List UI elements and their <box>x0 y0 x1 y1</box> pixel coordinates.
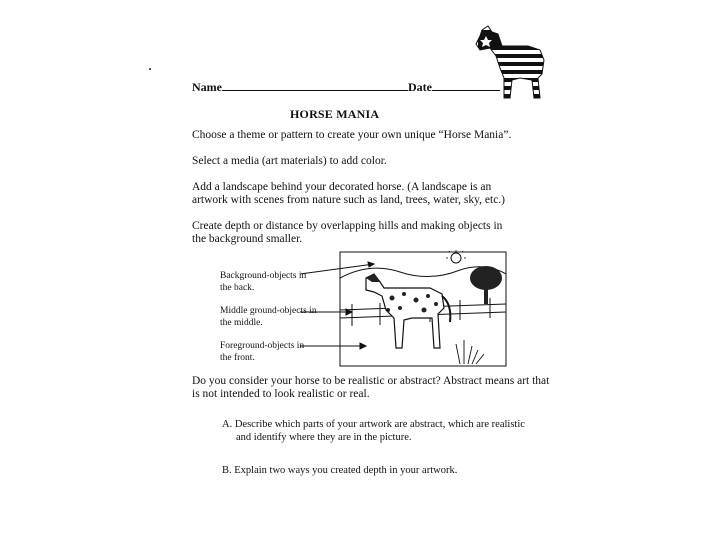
label-middle-line1: Middle ground-objects in <box>220 306 317 316</box>
sun-rays <box>446 250 466 258</box>
label-foreground-line2: the front. <box>220 353 255 363</box>
instruction-depth-line1: Create depth or distance by overlapping hills and making objects in <box>192 220 503 232</box>
instruction-landscape-line2: artwork with scenes from nature such as land, trees, water, sky, etc.) <box>192 194 506 206</box>
worksheet-title: HORSE MANIA <box>290 107 380 121</box>
label-arrows <box>300 262 374 349</box>
date-label: Date <box>408 80 432 94</box>
grass-drawing <box>456 340 484 364</box>
label-background-line1: Background-objects in <box>220 271 307 281</box>
instruction-theme: Choose a theme or pattern to create your own unique “Horse Mania”. <box>192 129 512 141</box>
instruction-media: Select a media (art materials) to add color. <box>192 155 387 167</box>
name-date-row <box>192 80 500 94</box>
date-blank <box>432 80 500 91</box>
question-line2: is not intended to look realistic or real. <box>192 388 370 400</box>
question-line1: Do you consider your horse to be realistic or abstract? Abstract means art that <box>192 375 550 387</box>
sun-drawing <box>451 253 461 263</box>
landscape-illustration <box>300 248 510 370</box>
tree-drawing <box>470 266 502 304</box>
name-blank <box>222 80 408 91</box>
scan-speck <box>149 68 151 70</box>
task-a-line1: A. Describe which parts of your artwork are abstract, which are realistic <box>222 419 525 430</box>
label-background-line2: the back. <box>220 283 255 293</box>
task-a-line2: and identify where they are in the picture. <box>236 432 412 443</box>
label-middle-line2: the middle. <box>220 318 263 328</box>
horse-drawing <box>366 274 450 348</box>
label-foreground-line1: Foreground-objects in <box>220 341 305 351</box>
task-b-line1: B. Explain two ways you created depth in your artwork. <box>222 465 458 476</box>
name-label: Name <box>192 80 222 94</box>
instruction-landscape-line1: Add a landscape behind your decorated horse. (A landscape is an <box>192 181 492 193</box>
instruction-depth-line2: the background smaller. <box>192 233 303 245</box>
